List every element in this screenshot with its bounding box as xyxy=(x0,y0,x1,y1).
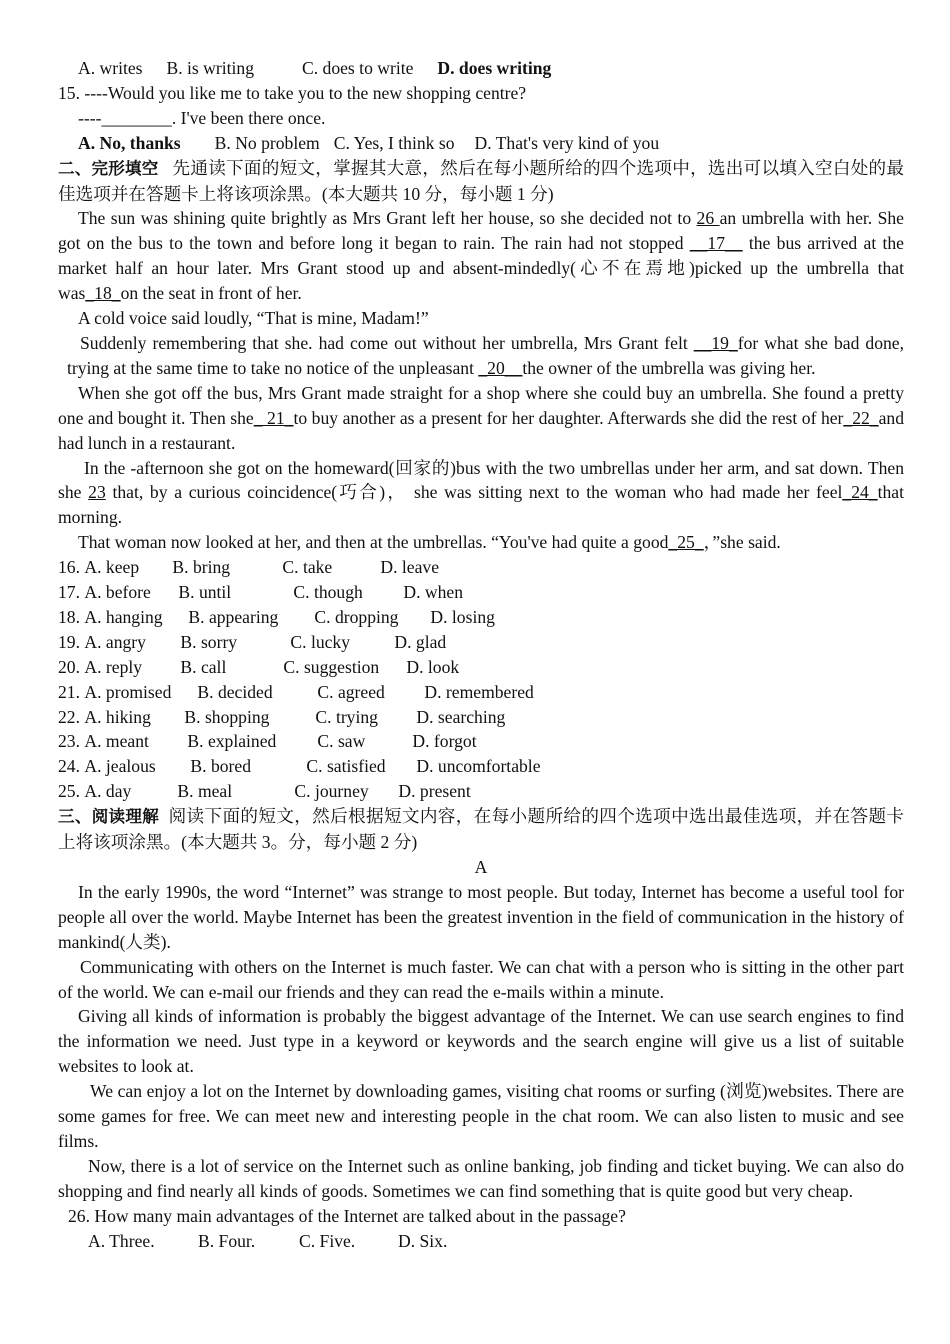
option-b: B. explained xyxy=(187,731,277,752)
option-b: B. shopping xyxy=(184,706,270,727)
blank-18: _18_ xyxy=(85,283,121,304)
option-d: D. leave xyxy=(380,557,440,578)
section3-header xyxy=(58,804,904,855)
option-c: C. agreed xyxy=(317,681,385,702)
question-number: 23. xyxy=(58,731,80,752)
option-b: B. until xyxy=(178,582,232,603)
question-number: 25. xyxy=(58,781,80,802)
question-number: 16. xyxy=(58,557,80,578)
cloze-text: on the seat in front of her. xyxy=(120,283,302,304)
option-a: A. reply xyxy=(84,656,143,677)
option-c: C. dropping xyxy=(314,606,399,627)
question-number: 21. xyxy=(58,681,80,702)
cloze-text: Suddenly remembering that she. had come out without her umbrella, Mrs Grant felt xyxy=(80,332,694,353)
cloze-text: ，”she said. xyxy=(703,532,781,553)
reading-paragraph-4: We can enjoy a lot on the Internet by downloading games, visiting chat rooms or surfing (浏览)websites. There are some games for free. We can meet new and interesting people in the chat room. We can also listen to music and see films. xyxy=(58,1081,904,1151)
q26-option-d: D. Six. xyxy=(398,1230,448,1251)
option-row xyxy=(58,754,904,779)
cloze-paragraph-2: A cold voice said loudly, “That is mine, Madam!” xyxy=(78,308,429,329)
cloze-text: to buy another as a present for her daughter. Afterwards she did the rest of her xyxy=(293,407,844,428)
option-a: A. day xyxy=(84,781,132,802)
q15-option-b: B. No problem xyxy=(214,132,320,153)
blank-22: _22_ xyxy=(843,407,879,428)
option-d: D. remembered xyxy=(424,681,534,702)
option-row xyxy=(58,729,904,754)
option-c: C. though xyxy=(293,582,363,603)
option-row xyxy=(58,705,904,730)
reading-paragraph-2: Communicating with others on the Internet is much faster. We can chat with a person who is sitting in the other part of the world. We can e-mail our friends and they can read the e-mails within a minute. xyxy=(58,956,904,1002)
option-b: B. bring xyxy=(172,557,231,578)
cloze-text: and had lunch in a restaurant. xyxy=(58,407,904,453)
q15-reply-prefix: ---- xyxy=(78,107,102,128)
blank-23: 23 xyxy=(88,482,106,503)
option-a: A. before xyxy=(84,582,151,603)
option-a: A. meant xyxy=(84,731,149,752)
option-c: C. trying xyxy=(315,706,378,727)
cloze-text: When she got off the bus, Mrs Grant made straight for a shop where she could buy an umbrella. She found a pretty one and bought it. Then she xyxy=(58,382,904,428)
question-number: 22. xyxy=(58,706,80,727)
option-row xyxy=(58,605,904,630)
q26-option-b: B. Four. xyxy=(198,1230,256,1251)
question-number: 19. xyxy=(58,631,80,652)
cloze-text: the bus arrived at the market half an hour later. Mrs Grant stood up and absent-mindedly(心不在焉地)picked up the umbrella that was xyxy=(58,233,904,304)
option-a: A. hanging xyxy=(84,606,163,627)
reading-paragraph-1: In the early 1990s, the word “Internet” was strange to most people. But today, Internet has become a useful tool for people all over the world. Maybe Internet has been the greatest invention in the field of communication in the history of mankind(人类). xyxy=(58,881,904,952)
cloze-text: the owner of the umbrella was giving her. xyxy=(522,357,816,378)
option-d: D. when xyxy=(403,582,464,603)
q15-reply xyxy=(58,106,904,131)
option-d: D. glad xyxy=(394,631,447,652)
blank-19: __19_ xyxy=(693,332,738,353)
option-b: B. bored xyxy=(190,756,251,777)
option-a: A. hiking xyxy=(84,706,151,727)
option-a: A. keep xyxy=(84,557,140,578)
option-d: D. searching xyxy=(416,706,506,727)
section3-intro: 阅读下面的短文，然后根据短文内容，在每小题所给的四个选项中选出最佳选项，并在答题卡上将该项涂黑。(本大题共 3。分，每小题 2 分) xyxy=(58,806,904,853)
option-d: D. forgot xyxy=(412,731,477,752)
q15-reply-suffix: . I've been there once. xyxy=(171,107,326,128)
q14-option-b: B. is writing xyxy=(166,58,254,78)
option-row xyxy=(58,630,904,655)
option-d: D. uncomfortable xyxy=(416,756,541,777)
cloze-paragraph-4 xyxy=(58,381,904,456)
blank-25: _25_ xyxy=(668,532,704,553)
cloze-paragraph-3 xyxy=(58,331,904,381)
cloze-options xyxy=(58,555,904,804)
cloze-text: that morning. xyxy=(58,482,904,528)
option-d: D. present xyxy=(398,781,471,802)
option-row xyxy=(58,779,904,804)
cloze-text: for what she bad done, trying at the same time to take no notice of the unpleasant xyxy=(67,332,905,378)
reading-paragraph-3: Giving all kinds of information is probably the biggest advantage of the Internet. We can use search engines to find the information we need. Just type in a keyword or keywords and the search engine will give us a list of suitable websites to look at. xyxy=(58,1006,904,1077)
q15-option-c: C. Yes, I think so xyxy=(333,132,455,153)
q14-options xyxy=(58,56,904,81)
q14-option-d: D. does writing xyxy=(437,58,552,78)
q15-option-d: D. That's very kind of you xyxy=(474,132,660,153)
blank-26: 26 xyxy=(696,208,720,229)
option-row xyxy=(58,680,904,705)
option-a: A. angry xyxy=(84,631,146,652)
blank-21: _ 21_ xyxy=(253,407,294,428)
option-c: C. take xyxy=(282,557,333,578)
q26-question: 26. How many main advantages of the Internet are talked about in the passage? xyxy=(68,1205,626,1226)
option-b: B. call xyxy=(180,656,227,677)
question-number: 18. xyxy=(58,606,80,627)
q15-reply-blank: ________ xyxy=(101,107,172,128)
option-c: C. satisfied xyxy=(306,756,386,777)
option-c: C. journey xyxy=(294,781,369,802)
q15-option-a: A. No, thanks xyxy=(78,132,181,153)
blank-17: __17__ xyxy=(689,233,743,254)
option-row xyxy=(58,580,904,605)
reading-paragraph-5: Now, there is a lot of service on the Internet such as online banking, job finding and ticket buying. We can also do shopping and find nearly all kinds of goods. Sometimes we can find something that is quite good but very cheap. xyxy=(58,1155,904,1201)
question-number: 20. xyxy=(58,656,80,677)
section2-title: 二、完形填空 xyxy=(58,158,159,178)
option-c: C. lucky xyxy=(290,631,351,652)
q14-option-a: A. writes xyxy=(78,58,143,78)
section2-intro: 先通读下面的短文，掌握其大意，然后在每小题所给的四个选项中，选出可以填入空白处的最佳选项并在答题卡上将该项涂黑。(本大题共 10 分，每小题 1 分) xyxy=(58,157,905,204)
passage-label: A xyxy=(474,857,488,877)
q15-options xyxy=(58,131,904,156)
option-d: D. losing xyxy=(430,606,495,627)
option-a: A. promised xyxy=(84,681,172,702)
cloze-paragraph-1 xyxy=(58,206,904,306)
cloze-text: that, by a curious coincidence(巧合)， she was sitting next to the woman who had made her feel xyxy=(105,482,843,503)
question-number: 17. xyxy=(58,582,80,603)
option-a: A. jealous xyxy=(84,756,156,777)
section3-title: 三、阅读理解 xyxy=(58,807,160,827)
option-row xyxy=(58,655,904,680)
question-number: 24. xyxy=(58,756,80,777)
section2-header xyxy=(58,156,904,207)
option-c: C. saw xyxy=(317,731,366,752)
cloze-paragraph-6 xyxy=(58,530,904,555)
option-b: B. meal xyxy=(177,781,233,802)
option-b: B. decided xyxy=(197,681,273,702)
q26-option-c: C. Five. xyxy=(299,1230,356,1251)
cloze-text: an umbrella with her. She got on the bus to the town and before long it began to rain. The rain had not stopped xyxy=(58,208,904,254)
cloze-text: In the -afternoon she got on the homeward(回家的)bus with the two umbrellas under her arm, and sat down. Then she xyxy=(58,457,904,503)
q14-option-c: C. does to write xyxy=(302,58,414,78)
option-c: C. suggestion xyxy=(283,656,380,677)
option-d: D. look xyxy=(406,656,460,677)
option-row xyxy=(58,555,904,580)
cloze-text: The sun was shining quite brightly as Mrs Grant left her house, so she decided not to xyxy=(78,208,697,229)
q26-options xyxy=(58,1229,904,1254)
option-b: B. sorry xyxy=(180,631,238,652)
option-b: B. appearing xyxy=(188,606,279,627)
blank-24: _24_ xyxy=(842,482,878,503)
q15-question: 15. ----Would you like me to take you to the new shopping centre? xyxy=(58,82,527,103)
q26-option-a: A. Three. xyxy=(88,1230,155,1251)
cloze-paragraph-5 xyxy=(58,456,904,531)
cloze-text: That woman now looked at her, and then at the umbrellas. “You've had quite a good xyxy=(78,532,669,553)
blank-20: _20__ xyxy=(478,357,523,378)
